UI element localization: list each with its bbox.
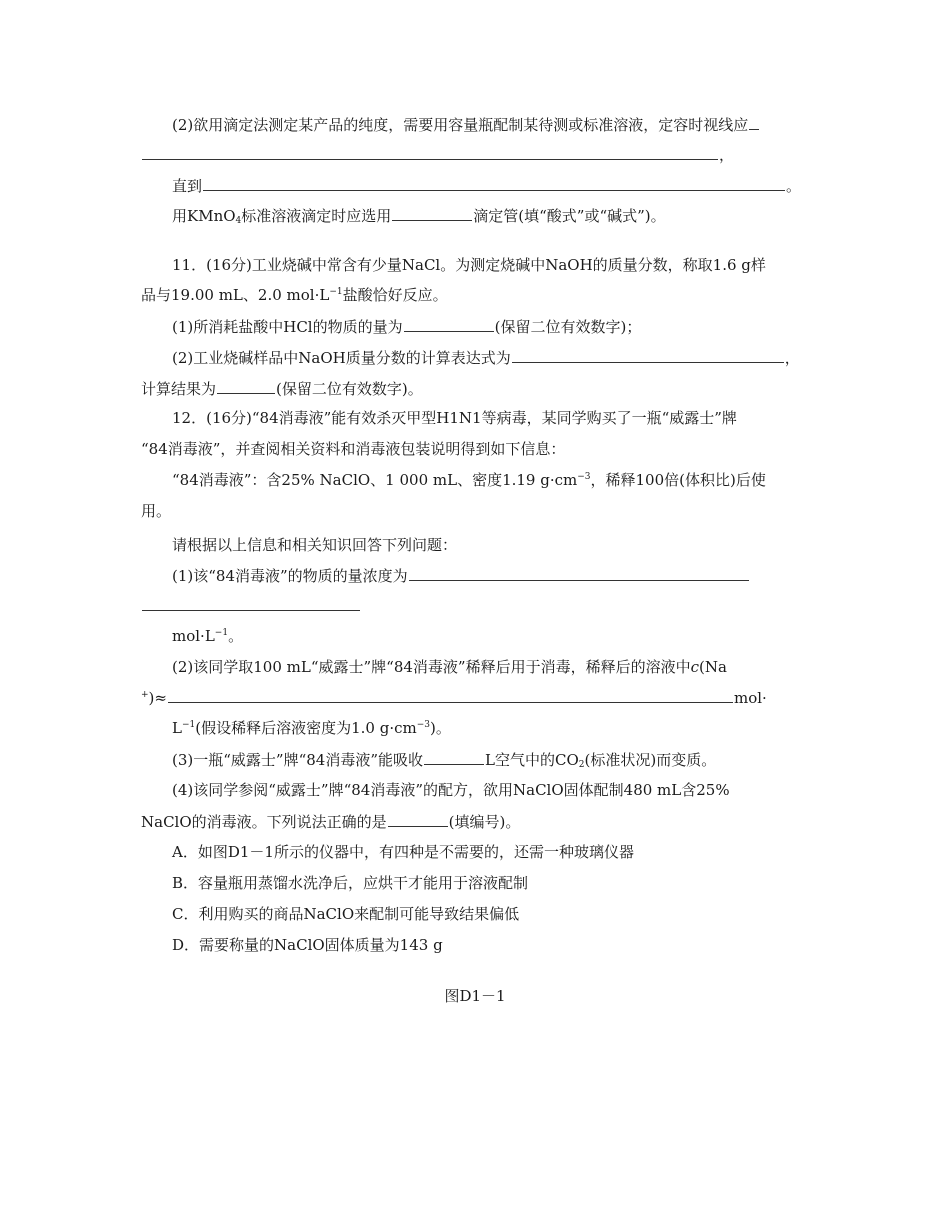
q11-part2-line1: (2)工业烧碱样品中NaOH质量分数的计算表达式为 ， <box>172 349 800 367</box>
q12-info-line1: “84消毒液”：含25% NaClO、1 000 mL、密度1.19 $g\cdot cm^{-3}$，稀释100倍(体积比)后使 <box>172 471 766 489</box>
answer-blank[interactable] <box>512 347 784 363</box>
q12-stem-line2: “84消毒液”，并查阅相关资料和消毒液包装说明得到如下信息： <box>141 440 566 458</box>
option-b: B．容量瓶用蒸馏水洗净后，应烘干才能用于溶液配制 <box>172 874 529 892</box>
answer-blank[interactable] <box>404 316 494 332</box>
q10-part3: 用KMnO$_4$标准溶液滴定时应选用 滴定管(填“酸式”或“碱式”)。 <box>172 207 666 226</box>
q12-part1-line2 <box>141 595 361 616</box>
q12-info-line2: 用。 <box>141 502 172 520</box>
q11-part2-line2: 计算结果为 (保留二位有效数字)。 <box>141 380 423 398</box>
q12-part1-unit: $mol\cdot L^{-1}$。 <box>172 627 244 645</box>
figure-caption: 图D1－1 <box>444 987 506 1005</box>
answer-blank[interactable] <box>142 595 360 611</box>
answer-blank[interactable] <box>392 205 472 221</box>
q12-part4-line1: (4)该同学参阅“威露士”牌“84消毒液”的配方，欲用NaClO固体配制480 mL含25% <box>172 781 730 799</box>
q10-part2-line3: 直到 。 <box>172 177 802 195</box>
q12-stem-line1: 12．(16分)“84消毒液”能有效杀灭甲型H1N1等病毒，某同学购买了一瓶“威露士”牌 <box>172 409 737 427</box>
option-a: A．如图D1－1所示的仪器中，有四种是不需要的，还需一种玻璃仪器 <box>172 843 634 861</box>
answer-blank[interactable] <box>142 144 718 160</box>
answer-blank[interactable] <box>217 378 275 394</box>
option-d: D．需要称量的NaClO固体质量为143 g <box>172 936 443 954</box>
answer-blank[interactable] <box>388 811 448 827</box>
q10-part2-line2: ， <box>141 144 734 165</box>
answer-blank[interactable] <box>409 565 749 581</box>
option-c: C．利用购买的商品NaClO来配制可能导致结果偏低 <box>172 905 520 923</box>
q12-part2-line3: $L^{-1}$(假设稀释后溶液密度为1.0 $g\cdot cm^{-3}$)。 <box>172 719 451 737</box>
q10-part2-line1: (2)欲用滴定法测定某产品的纯度，需要用容量瓶配制某待测或标准溶液，定容时视线应 <box>172 114 760 135</box>
q12-part2-line1: (2)该同学取100 mL“威露士”牌“84消毒液”稀释后用于消毒，稀释后的溶液中c(Na <box>172 658 727 676</box>
q12-instruction: 请根据以上信息和相关知识回答下列问题： <box>172 536 458 554</box>
answer-blank[interactable] <box>424 749 484 765</box>
q11-stem-line1: 11．(16分)工业烧碱中常含有少量NaCl。为测定烧碱中NaOH的质量分数，称取1.6 g样 <box>172 256 766 274</box>
q12-part3: (3)一瓶“威露士”牌“84消毒液”能吸收 L空气中的$CO_2$(标准状况)而变质。 <box>172 751 717 770</box>
q12-part4-line2: NaClO的消毒液。下列说法正确的是 (填编号)。 <box>141 813 521 831</box>
answer-blank[interactable] <box>168 687 733 703</box>
q12-part2-line2: +)≈ mol· <box>141 689 767 707</box>
q12-part1-line1: (1)该“84消毒液”的物质的量浓度为 <box>172 565 750 586</box>
q11-part1: (1)所消耗盐酸中HCl的物质的量为 (保留二位有效数字)； <box>172 318 642 336</box>
answer-blank[interactable] <box>203 175 785 191</box>
answer-blank[interactable] <box>749 114 759 130</box>
q11-stem-line2: 品与19.00 mL、2.0 $mol\cdot L^{-1}$盐酸恰好反应。 <box>141 286 448 304</box>
